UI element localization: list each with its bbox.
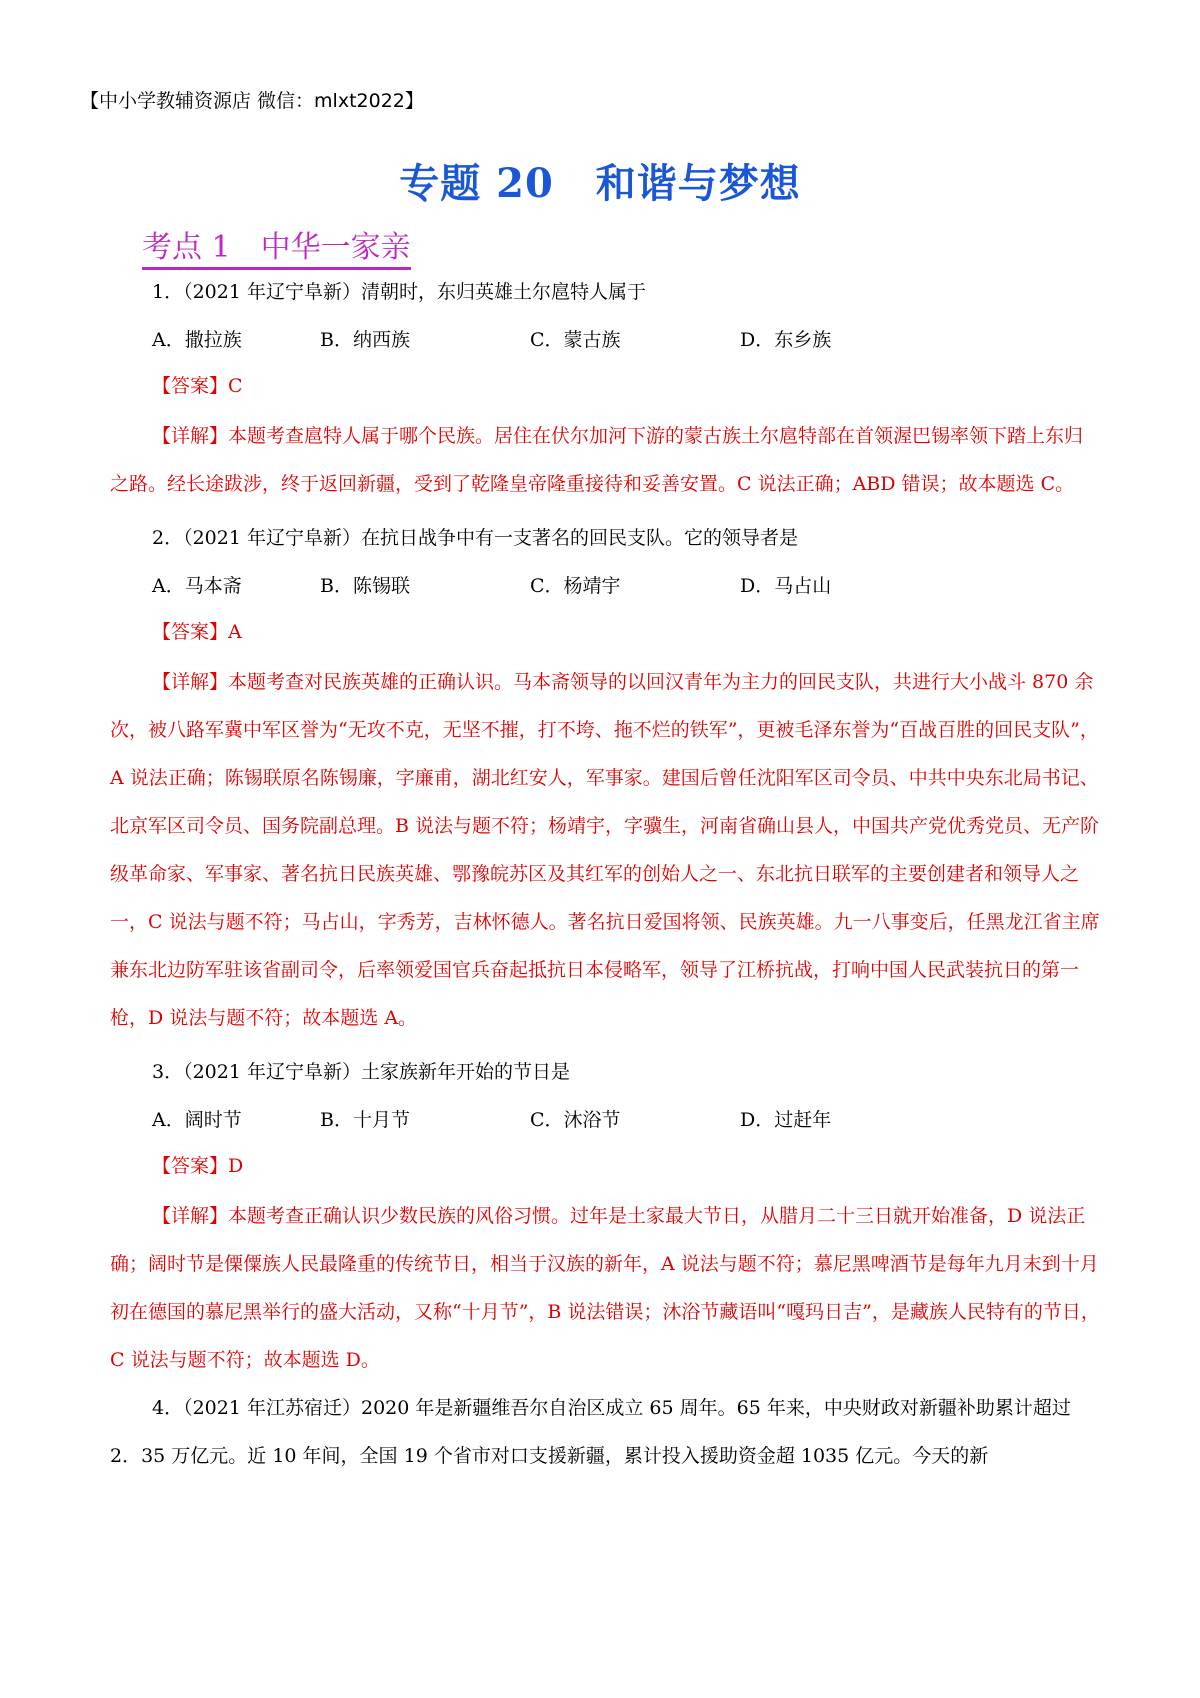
- options-row: [152, 1102, 1100, 1134]
- option-c: C．蒙古族: [530, 328, 621, 351]
- answer: 【答案】A: [152, 621, 242, 643]
- question-stem: 1．（2021 年辽宁阜新）清朝时，东归英雄土尔扈特人属于: [152, 281, 646, 303]
- question-1: [110, 276, 1100, 508]
- topic-number: 专题 20: [399, 160, 554, 207]
- question-3: [110, 1056, 1100, 1384]
- question-stem: 4．（2021 年江苏宿迁）2020 年是新疆维吾尔自治区成立 65 周年。65 年来，中央财政对新疆补助累计超过 2．35 万亿元。近 10 年间，全国 19 个省市对口支援新疆，累计投入援助资金超 1035 亿元。今天的新: [110, 1397, 1071, 1467]
- answer: 【答案】C: [152, 375, 243, 397]
- section-label: 考点 1 中华一家亲: [142, 230, 411, 270]
- options-row: [152, 568, 1100, 600]
- explanation: 【详解】本题考查对民族英雄的正确认识。马本斋领导的以回汉青年为主力的回民支队，共进行大小战斗 870 余次，被八路军冀中军区誉为“无攻不克，无坚不摧，打不垮、拖不烂的铁军”，更被毛泽东誉为“百战百胜的回民支队”，A 说法正确；陈锡联原名陈锡廉，字廉甫，湖北红安人，军事家。建国后曾任沈阳军区司令员、中共中央东北局书记、北京军区司令员、国务院副总理。B 说法与题不符；杨靖宇，字骥生，河南省确山县人，中国共产党优秀党员、无产阶级革命家、军事家、著名抗日民族英雄、鄂豫皖苏区及其红军的创始人之一、东北抗日联军的主要创建者和领导人之一，C 说法与题不符；马占山，字秀芳，吉林怀德人。著名抗日爱国将领、民族英雄。九一八事变后，任黑龙江省主席兼东北边防军驻该省副司令，后率领爱国官兵奋起抵抗日本侵略军，领导了江桥抗战，打响中国人民武装抗日的第一枪，D 说法与题不符；故本题选 A。: [110, 671, 1100, 1029]
- option-b: B．十月节: [320, 1108, 410, 1131]
- option-d: D．过赶年: [740, 1108, 832, 1131]
- question-4: [110, 1384, 1100, 1480]
- option-d: D．马占山: [740, 574, 832, 597]
- question-stem: 3．（2021 年辽宁阜新）土家族新年开始的节日是: [152, 1061, 570, 1083]
- page-title: [0, 152, 1200, 209]
- explanation: 【详解】本题考查扈特人属于哪个民族。居住在伏尔加河下游的蒙古族土尔扈特部在首领渥巴锡率领下踏上东归之路。经长途跋涉，终于返回新疆，受到了乾隆皇帝隆重接待和妥善安置。C 说法正确；ABD 错误；故本题选 C。: [110, 425, 1084, 495]
- option-d: D．东乡族: [740, 328, 832, 351]
- option-a: A．阔时节: [152, 1108, 242, 1131]
- topic-name: 和谐与梦想: [595, 160, 801, 207]
- question-2: [110, 522, 1100, 1042]
- option-a: A．马本斋: [152, 574, 242, 597]
- answer: 【答案】D: [152, 1155, 244, 1177]
- question-stem: 2．（2021 年辽宁阜新）在抗日战争中有一支著名的回民支队。它的领导者是: [152, 527, 798, 549]
- option-b: B．纳西族: [320, 328, 410, 351]
- section-title: [142, 222, 411, 266]
- header-note: 【中小学教辅资源店 微信：mlxt2022】: [80, 90, 424, 112]
- option-c: C．杨靖宇: [530, 574, 621, 597]
- option-a: A．撒拉族: [152, 328, 242, 351]
- question-list: [110, 276, 1100, 1480]
- explanation: 【详解】本题考查正确认识少数民族的风俗习惯。过年是土家最大节日，从腊月二十三日就开始准备，D 说法正确；阔时节是傈僳族人民最隆重的传统节日，相当于汉族的新年，A 说法与题不符；慕尼黑啤酒节是每年九月末到十月初在德国的慕尼黑举行的盛大活动，又称“十月节”，B 说法错误；沐浴节藏语叫“嘎玛日吉”，是藏族人民特有的节日，C 说法与题不符；故本题选 D。: [110, 1205, 1100, 1371]
- options-row: [152, 322, 1100, 354]
- option-c: C．沐浴节: [530, 1108, 621, 1131]
- option-b: B．陈锡联: [320, 574, 410, 597]
